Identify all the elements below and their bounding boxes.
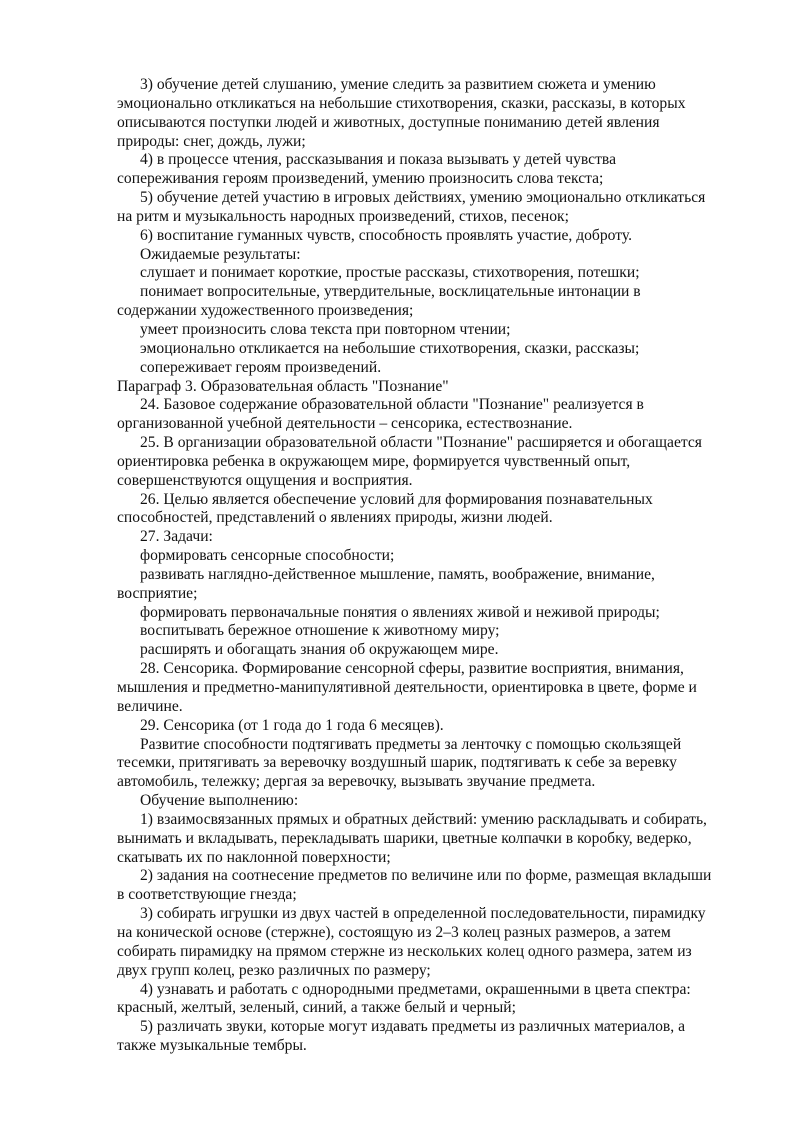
- paragraph: расширять и обогащать знания об окружающем мире.: [140, 641, 499, 659]
- paragraph: Ожидаемые результаты:: [140, 245, 301, 263]
- paragraph: воспитывать бережное отношение к животному миру;: [140, 622, 500, 640]
- paragraph: формировать сенсорные способности;: [140, 547, 395, 565]
- paragraph: Обучение выполнению:: [140, 792, 299, 810]
- paragraph: понимает вопросительные, утвердительные, восклицательные интонации в содержании художественного произведения;: [117, 283, 641, 320]
- paragraph: сопереживает героям произведений.: [140, 358, 382, 376]
- paragraph: 6) воспитание гуманных чувств, способность проявлять участие, доброту.: [140, 226, 633, 244]
- paragraph: 3) обучение детей слушанию, умение следить за развитием сюжета и умению эмоционально откликаться на небольшие стихотворения, сказки, рассказы, в которых описываются поступки людей и животных, доступные пониманию детей явления природы: снег, дождь, лужи;: [117, 76, 686, 150]
- paragraph: 26. Целью является обеспечение условий для формирования познавательных способностей, представлений о явлениях природы, жизни людей.: [117, 490, 653, 527]
- paragraph: 25. В организации образовательной области "Познание" расширяется и обогащается ориентировка ребенка в окружающем мире, формируется чувственный опыт, совершенствуются ощущения и восприятия.: [117, 434, 702, 489]
- paragraph: 28. Сенсорика. Формирование сенсорной сферы, развитие восприятия, внимания, мышления и предметно-манипулятивной деятельности, ориентировка в цвете, форме и величине.: [117, 660, 697, 715]
- paragraph: 4) в процессе чтения, рассказывания и показа вызывать у детей чувства сопереживания героям произведений, умению произносить слова текста;: [117, 151, 616, 188]
- paragraph: Развитие способности подтягивать предметы за ленточку с помощью скользящей тесемки, притягивать за веревочку воздушный шарик, подтягивать к себе за веревку автомобиль, тележку; дергая за веревочку, вызывать звучание предмета.: [117, 735, 682, 791]
- paragraph: 2) задания на соотнесение предметов по величине или по форме, размещая вкладыши в соответствующие гнезда;: [117, 867, 712, 904]
- document-body: [117, 76, 717, 1056]
- paragraph: 1) взаимосвязанных прямых и обратных действий: умению раскладывать и собирать, вынимать и вкладывать, перекладывать шарики, цветные колпачки в коробку, ведерко, скатывать их по наклонной поверхности;: [117, 810, 707, 866]
- paragraph: 3) собирать игрушки из двух частей в определенной последовательности, пирамидку на конической основе (стержне), состоящую из 2–3 колец разных размеров, а затем собирать пирамидку на прямом стержне из нескольких колец одного размера, затем из двух групп колец, резко различных по размеру;: [117, 905, 706, 979]
- paragraph: развивать наглядно-действенное мышление, память, воображение, внимание, восприятие;: [117, 565, 655, 602]
- paragraph: эмоционально откликается на небольшие стихотворения, сказки, рассказы;: [140, 339, 640, 357]
- paragraph: 29. Сенсорика (от 1 года до 1 года 6 месяцев).: [140, 716, 444, 734]
- paragraph: формировать первоначальные понятия о явлениях живой и неживой природы;: [140, 603, 660, 621]
- paragraph: 5) различать звуки, которые могут издавать предметы из различных материалов, а также музыкальные тембры.: [117, 1018, 686, 1055]
- paragraph: 5) обучение детей участию в игровых действиях, умению эмоционально откликаться на ритм и музыкальность народных произведений, стихов, песенок;: [117, 189, 706, 225]
- paragraph: 24. Базовое содержание образовательной области "Познание" реализуется в организованной учебной деятельности – сенсорика, естествознание.: [117, 396, 644, 433]
- section-heading: Параграф 3. Образовательная область "Познание": [117, 377, 449, 395]
- paragraph: 27. Задачи:: [140, 528, 213, 546]
- paragraph: умеет произносить слова текста при повторном чтении;: [140, 320, 511, 338]
- paragraph: слушает и понимает короткие, простые рассказы, стихотворения, потешки;: [140, 264, 640, 282]
- paragraph: 4) узнавать и работать с однородными предметами, окрашенными в цвета спектра: красный, желтый, зеленый, синий, а также белый и черный;: [117, 980, 691, 1017]
